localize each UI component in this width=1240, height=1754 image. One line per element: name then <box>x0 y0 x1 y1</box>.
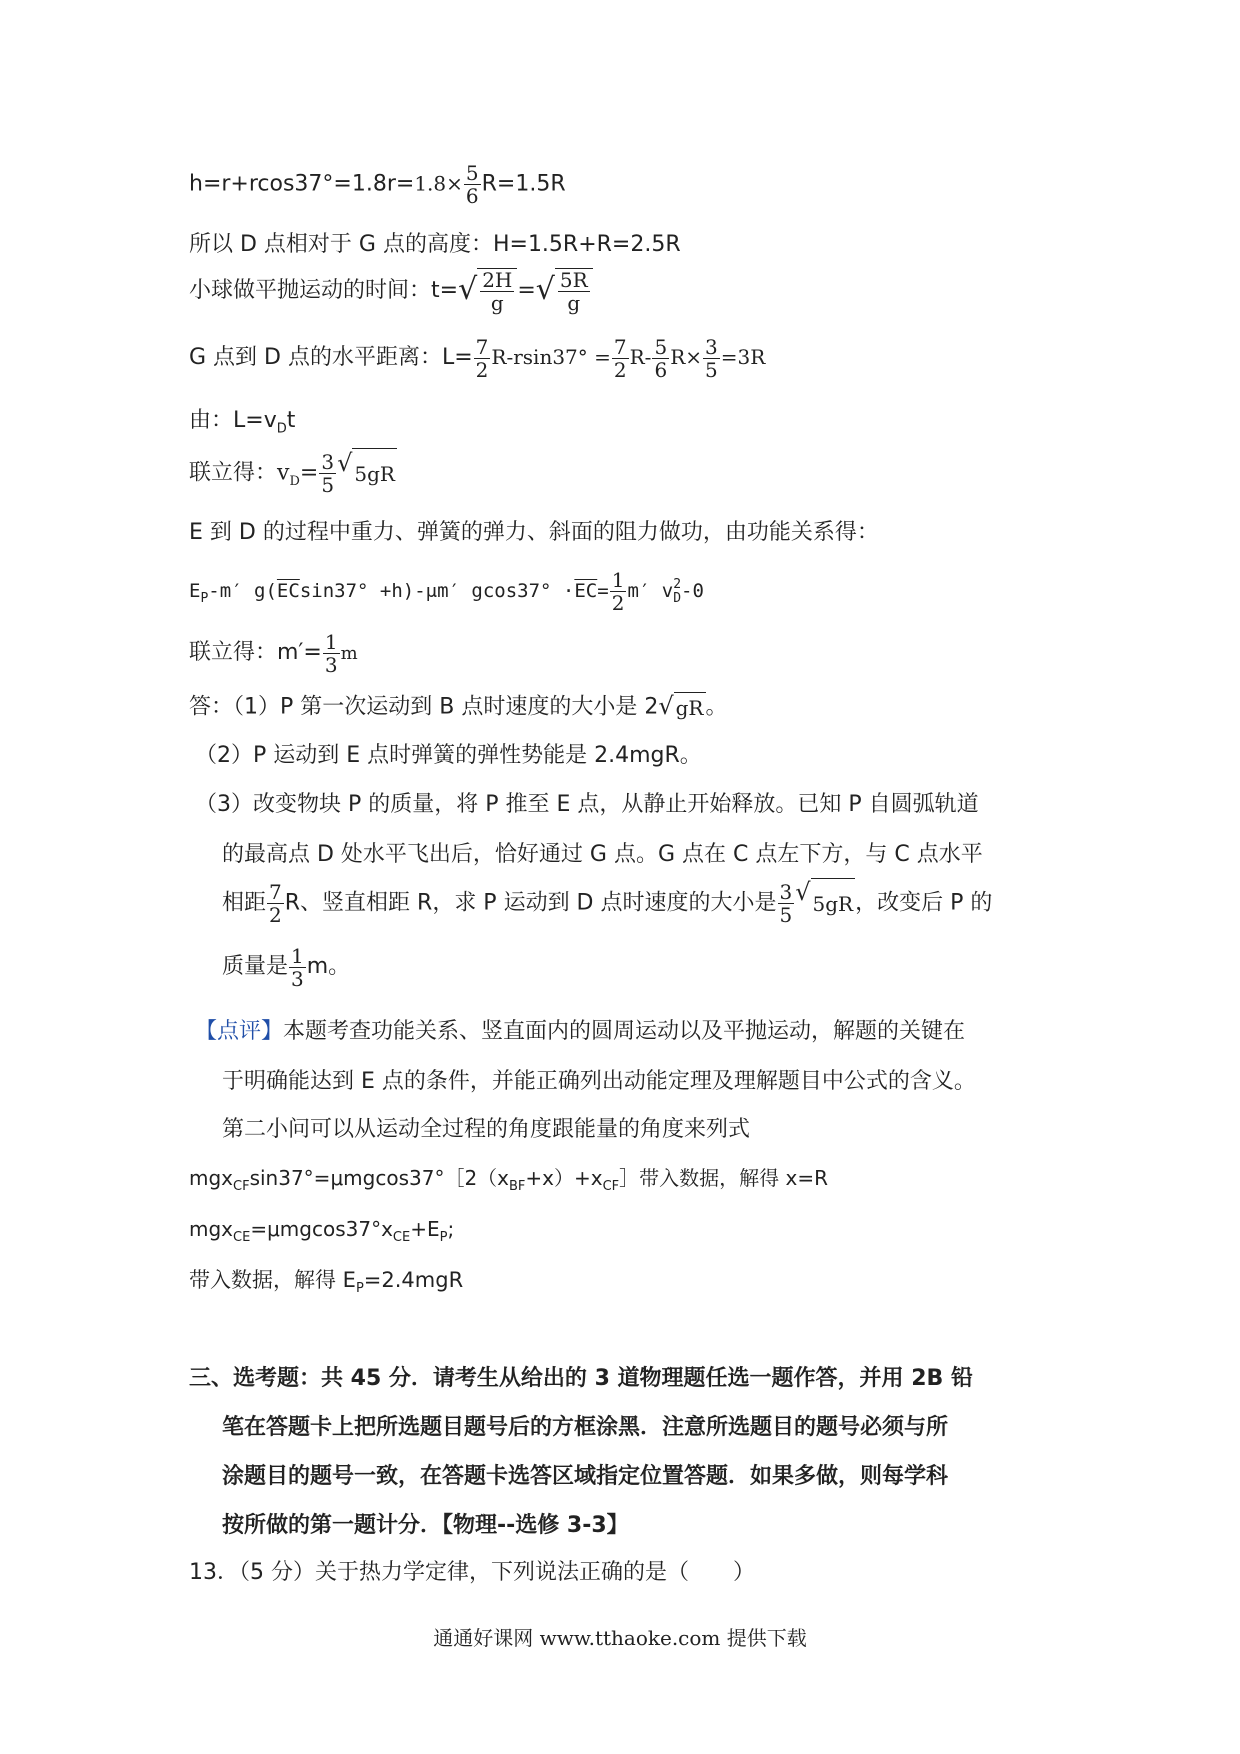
comment-line1: 【点评】本题考查功能关系、竖直面内的圆周运动以及平抛运动，解题的关键在 <box>195 1019 966 1044</box>
equation-vD: 联立得：$v_D=$ $\frac{3}{5}$ √ 5gR <box>189 449 395 497</box>
comment-line3: 第二小问可以从运动全过程的角度跟能量的角度来列式 <box>222 1117 751 1142</box>
comment-line2: 于明确能达到 E 点的条件，并能正确列出动能定理及理解题目中公式的含义。 <box>222 1069 976 1094</box>
equation-energy: $E_P-m'$ $g(\overline{EC}\sin 37^\circ +h)-\mu m'$ $gcos37^\circ \cdot\overline{EC}=$ $\frac{1}{2}$ m′ v 2 D -0 <box>189 568 704 615</box>
section-header-line3: 涂题目的题号一致，在答题卡选答区域指定位置答题．如果多做，则每学科 <box>222 1464 949 1489</box>
section-header-line2: 笔在答题卡上把所选题目题号后的方框涂黑．注意所选题目的题号必须与所 <box>222 1415 949 1440</box>
equation-h: h=r+rcos37°=1.8r=1.8× $\frac{5}{6}$ R=1.5R <box>189 161 566 208</box>
equation-x: $mgx_{CF}\sin 37^\circ=\mu mgcos37^\circ[2(x_{BF}+x)+x_{CF}]$带入数据，解得 x=R <box>189 1166 829 1194</box>
page-footer: 通通好课网 www.tthaoke.com 提供下载 <box>433 1626 807 1650</box>
answer-2: （2）P 运动到 E 点时弹簧的弹性势能是 2.4mgR。 <box>195 743 702 768</box>
answer-3-line3: 相距 $\frac{7}{2}$ R、竖直相距 R，求 P 运动到 D 点时速度的大小是 $\frac{3}{5}$ √ 5gR ，改变后 P 的 <box>222 878 993 927</box>
question-13: 13．（5 分）关于热力学定律，下列说法正确的是（ ） <box>189 1560 755 1585</box>
section-header-line1: 三、选考题：共 45 分．请考生从给出的 3 道物理题任选一题作答，并用 2B 铅 <box>189 1366 973 1391</box>
answer-3-line2: 的最高点 D 处水平飞出后，恰好通过 G 点。G 点在 C 点左下方，与 C 点水平 <box>222 842 983 867</box>
answer-1: 答：（1）P 第一次运动到 B 点时速度的大小是 2 √ gR 。 <box>189 692 728 723</box>
answer-3-line1: （3）改变物块 P 的质量，将 P 推至 E 点，从静止开始释放。已知 P 自圆弧轨道 <box>195 792 979 817</box>
energy-statement: E 到 D 的过程中重力、弹簧的弹力、斜面的阻力做功，由功能关系得： <box>189 520 879 545</box>
equation-time: 小球做平抛运动的时间：t= √ $\frac{2H}{g}$ = √ $\frac{5R}{g}$ <box>189 266 593 316</box>
equation-L: 由：$L=v_Dt$ <box>189 408 296 437</box>
height-statement: 所以 D 点相对于 G 点的高度：H=1.5R+R=2.5R <box>189 232 681 257</box>
result-Ep: 带入数据，解得 $E_P=2.4mgR$ <box>189 1268 464 1297</box>
equation-Ep: $mgx_{CE}=\mu mgcos37^\circ x_{CE}+E_P$; <box>189 1217 455 1245</box>
equation-distance: G 点到 D 点的水平距离：L= $\frac{7}{2}$ R-rsin37° = $\frac{7}{2}$ R- $\frac{5}{6}$ R× $\frac{3}{5}$ =3R <box>189 334 766 382</box>
comment-tag: 【点评】 <box>195 1019 284 1044</box>
answer-3-line4: 质量是 $\frac{1}{3}$ m。 <box>222 943 351 991</box>
equation-mass: 联立得：m′= $\frac{1}{3}$ m <box>189 629 358 677</box>
section-header-line4: 按所做的第一题计分．【物理--选修 3-3】 <box>222 1513 629 1538</box>
